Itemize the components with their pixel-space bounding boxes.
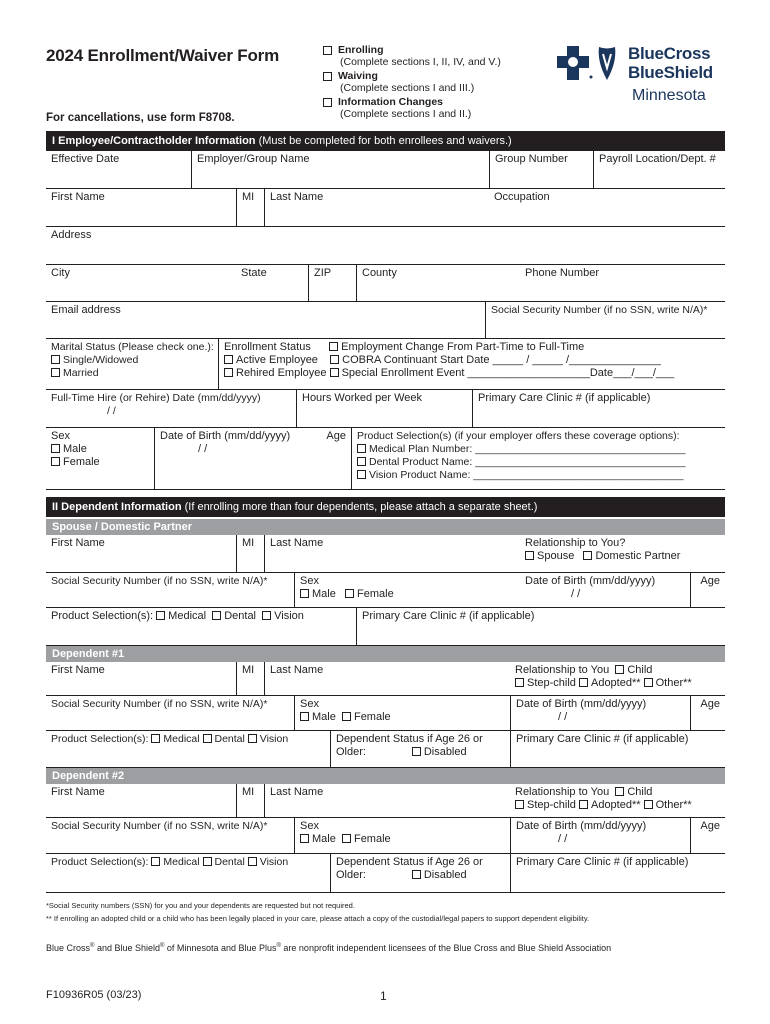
row-spouse-products xyxy=(46,608,725,646)
row-hire-date xyxy=(46,390,725,428)
dep1-dental-checkbox[interactable] xyxy=(203,734,212,743)
section-1-title: I Employee/Contractholder Information xyxy=(52,135,256,147)
dep2-dob-label: Date of Birth (mm/dd/yyyy) xyxy=(516,820,647,832)
email-label: Email address xyxy=(51,304,121,316)
dep1-child-checkbox[interactable] xyxy=(615,665,624,674)
dep2-product-group xyxy=(46,854,330,892)
dep2-first-name-label: First Name xyxy=(51,786,105,798)
group-number-label: Group Number xyxy=(495,153,568,165)
dep1-other-label: Other** xyxy=(655,677,692,689)
phone-field[interactable] xyxy=(520,265,725,301)
brand-state: Minnesota xyxy=(632,87,706,104)
dep2-medical-checkbox[interactable] xyxy=(151,857,160,866)
age-label: Age xyxy=(326,430,346,442)
section-2-note: (If enrolling more than four dependents, please attach a separate sheet.) xyxy=(181,501,538,513)
spouse-first-name-field[interactable] xyxy=(46,535,236,572)
dental-product-option[interactable] xyxy=(357,456,720,469)
dep2-child-label: Child xyxy=(627,786,653,798)
waiving-note: (Complete sections I and III.) xyxy=(340,82,475,94)
dep2-adopted-checkbox[interactable] xyxy=(579,800,588,809)
ssn-field[interactable] xyxy=(485,302,725,338)
brand-bluecross: BlueCross xyxy=(628,44,711,63)
spouse-relationship-group xyxy=(520,535,725,572)
section-1-note: (Must be completed for both enrollees and waivers.) xyxy=(255,135,512,147)
enroll-status-line xyxy=(224,341,720,354)
info-changes-label: Information Changes xyxy=(338,96,444,108)
spouse-product-label: Product Selection(s): xyxy=(51,610,154,622)
rehired-checkbox[interactable] xyxy=(224,368,233,377)
ssn-label: Social Security Number (if no SSN, write N/A)* xyxy=(491,304,708,316)
spouse-male-checkbox[interactable] xyxy=(300,589,309,598)
dep1-ssn-label: Social Security Number (if no SSN, write N/A)* xyxy=(51,698,268,710)
cobra-checkbox[interactable] xyxy=(330,355,339,364)
spouse-relationship-label: Relationship to You? xyxy=(525,537,626,549)
option-info-changes[interactable] xyxy=(323,96,501,120)
dependent-1-header: Dependent #1 xyxy=(46,646,725,662)
county-label: County xyxy=(362,267,397,279)
active-checkbox[interactable] xyxy=(224,355,233,364)
dep1-clinic-label: Primary Care Clinic # (if applicable) xyxy=(516,733,689,745)
dep1-relationship-line1 xyxy=(515,664,720,677)
vision-product-label: Vision Product Name: ____________________________________ xyxy=(369,469,684,481)
dob-field[interactable] xyxy=(154,428,316,489)
spouse-medical-checkbox[interactable] xyxy=(156,611,165,620)
spouse-vision-label: Vision xyxy=(274,610,304,622)
row-dep1-products xyxy=(46,731,725,768)
row-spouse-ssn xyxy=(46,573,725,608)
dep2-sex-group xyxy=(294,818,510,853)
dep1-product-group xyxy=(46,731,330,767)
hours-label: Hours Worked per Week xyxy=(302,392,423,404)
dep1-relationship-group xyxy=(510,662,725,695)
licensee-part-a: Blue Cross xyxy=(46,943,91,953)
dep1-medical-checkbox[interactable] xyxy=(151,734,160,743)
spouse-last-name-field[interactable] xyxy=(264,535,520,572)
brand-blueshield: BlueShield xyxy=(628,63,713,82)
dep2-adopted-label: Adopted** xyxy=(590,799,641,811)
vision-product-checkbox[interactable] xyxy=(357,470,366,479)
address-field[interactable] xyxy=(46,227,725,264)
page-number: 1 xyxy=(380,989,387,1003)
spouse-vision-checkbox[interactable] xyxy=(262,611,271,620)
spouse-female-label: Female xyxy=(357,588,394,600)
cross-shield-icon xyxy=(555,44,625,84)
dep1-vision-checkbox[interactable] xyxy=(248,734,257,743)
footnote-ssn: *Social Security numbers (SSN) for you and your dependents are requested but not required. xyxy=(46,901,355,910)
employer-label: Employer/Group Name xyxy=(197,153,310,165)
rel-spouse-label: Spouse xyxy=(537,550,575,562)
bcbs-logo xyxy=(555,42,730,112)
section-2-header xyxy=(46,497,725,517)
dep1-last-name-label: Last Name xyxy=(270,664,324,676)
spouse-dental-checkbox[interactable] xyxy=(212,611,221,620)
dep1-female-checkbox[interactable] xyxy=(342,712,351,721)
dep2-mi-field[interactable] xyxy=(236,784,264,817)
registered-mark-2: ® xyxy=(160,943,165,949)
dep2-ssn-label: Social Security Number (if no SSN, write N/A)* xyxy=(51,820,268,832)
enrolling-note: (Complete sections I, II, IV, and V.) xyxy=(340,56,501,68)
enroll-status-label: Enrollment Status xyxy=(224,341,311,353)
spouse-sex-group xyxy=(294,573,520,607)
licensee-part-b: and Blue Shield xyxy=(94,943,160,953)
female-checkbox[interactable] xyxy=(51,457,60,466)
dep2-female-label: Female xyxy=(353,833,391,845)
dep2-product-label: Product Selection(s): xyxy=(51,856,149,868)
marital-label: Marital Status (Please check one.): xyxy=(51,341,214,353)
spouse-mi-label: MI xyxy=(242,537,255,549)
dep2-dental-checkbox[interactable] xyxy=(203,857,212,866)
spouse-dental-label: Dental xyxy=(224,610,256,622)
dep2-sex-options xyxy=(300,833,505,846)
city-field[interactable] xyxy=(46,265,236,301)
dob-slashes: / / xyxy=(198,443,208,455)
spouse-header: Spouse / Domestic Partner xyxy=(46,519,725,535)
female-label: Female xyxy=(63,456,100,468)
sex-group xyxy=(46,428,154,489)
spouse-product-group xyxy=(46,608,356,645)
dental-product-label: Dental Product Name: ____________________________________ xyxy=(369,456,686,468)
dep1-older-label: Older: xyxy=(336,746,366,758)
dep1-adopted-checkbox[interactable] xyxy=(579,678,588,687)
product-sel-label: Product Selection(s) (if your employer offers these coverage options): xyxy=(357,430,680,442)
dep2-last-name-field[interactable] xyxy=(264,784,510,817)
spouse-dob-slashes: / / xyxy=(571,588,581,600)
spouse-mi-field[interactable] xyxy=(236,535,264,572)
dep1-stepchild-checkbox[interactable] xyxy=(515,678,524,687)
dep1-sex-options xyxy=(300,711,505,724)
section-2-title: II Dependent Information xyxy=(52,501,182,513)
row-sex-dob xyxy=(46,428,725,490)
dep2-dob-slashes: / / xyxy=(558,833,568,845)
dep1-age-field[interactable] xyxy=(690,696,725,730)
last-name-label: Last Name xyxy=(270,191,324,203)
dep1-medical-label: Medical xyxy=(163,733,200,745)
single-checkbox[interactable] xyxy=(51,355,60,364)
payroll-field[interactable] xyxy=(593,151,725,188)
dep1-other-checkbox[interactable] xyxy=(644,678,653,687)
mi-field[interactable] xyxy=(236,189,264,226)
dep2-dental-label: Dental xyxy=(214,856,245,868)
dep2-clinic-field[interactable] xyxy=(510,854,725,892)
spouse-female-checkbox[interactable] xyxy=(345,589,354,598)
dep1-disabled-checkbox[interactable] xyxy=(412,747,421,756)
dep2-status-line1: Dependent Status if Age 26 or xyxy=(336,856,483,868)
enrolling-label: Enrolling xyxy=(338,44,384,56)
option-waiving[interactable] xyxy=(323,70,501,94)
mi-label: MI xyxy=(242,191,255,203)
dep2-stepchild-checkbox[interactable] xyxy=(515,800,524,809)
section-1-header xyxy=(46,131,725,151)
hire-date-slashes: / / xyxy=(107,405,116,417)
spouse-age-label: Age xyxy=(700,575,720,587)
rehired-label: Rehired Employee xyxy=(236,367,327,379)
dep1-relationship-line2 xyxy=(515,677,720,690)
age-field[interactable] xyxy=(316,428,351,489)
rel-spouse-checkbox[interactable] xyxy=(525,551,534,560)
marital-single-option[interactable] xyxy=(51,354,213,367)
hire-date-label: Full-Time Hire (or Rehire) Date (mm/dd/yyyy) xyxy=(51,392,261,404)
dep1-status-group xyxy=(330,731,510,767)
zip-label: ZIP xyxy=(314,267,332,279)
dep2-male-checkbox[interactable] xyxy=(300,834,309,843)
spouse-ssn-label: Social Security Number (if no SSN, write N/A)* xyxy=(51,575,268,587)
row-dep2-name xyxy=(46,784,725,818)
dep2-stepchild-label: Step-child xyxy=(527,799,576,811)
spouse-age-field[interactable] xyxy=(690,573,725,607)
dep2-age-label: Age xyxy=(700,820,720,832)
registered-mark-1: ® xyxy=(90,943,95,949)
info-changes-checkbox[interactable] xyxy=(323,98,332,107)
registered-mark-3: ® xyxy=(276,943,281,949)
spouse-clinic-label: Primary Care Clinic # (if applicable) xyxy=(362,610,535,622)
dental-product-checkbox[interactable] xyxy=(357,457,366,466)
hours-field[interactable] xyxy=(296,390,472,427)
dep1-female-label: Female xyxy=(353,711,391,723)
rel-domestic-checkbox[interactable] xyxy=(583,551,592,560)
spouse-ssn-field[interactable] xyxy=(46,573,294,607)
cobra-label: COBRA Continuant Start Date _____ / _____ /_______________ xyxy=(342,354,661,366)
spouse-medical-label: Medical xyxy=(168,610,207,622)
rehired-line xyxy=(224,367,720,380)
active-line xyxy=(224,354,720,367)
dep1-stepchild-label: Step-child xyxy=(527,677,576,689)
dep2-relationship-line2 xyxy=(515,799,720,812)
licensee-part-d: are nonprofit independent licensees of the Blue Cross and Blue Shield Association xyxy=(280,943,612,953)
dep2-rel-label: Relationship to You xyxy=(515,786,610,798)
medical-plan-checkbox[interactable] xyxy=(357,444,366,453)
dep1-dob-label: Date of Birth (mm/dd/yyyy) xyxy=(516,698,647,710)
dep2-relationship-group xyxy=(510,784,725,817)
county-field[interactable] xyxy=(356,265,520,301)
dep1-first-name-label: First Name xyxy=(51,664,105,676)
option-enrolling[interactable] xyxy=(323,44,501,68)
dep2-sex-label: Sex xyxy=(300,820,319,832)
spouse-relationship-options xyxy=(525,550,720,563)
waiving-checkbox[interactable] xyxy=(323,72,332,81)
dep1-product-label: Product Selection(s): xyxy=(51,733,149,745)
dep2-disabled-checkbox[interactable] xyxy=(412,870,421,879)
spouse-clinic-field[interactable] xyxy=(356,608,725,645)
spouse-dob-label: Date of Birth (mm/dd/yyyy) xyxy=(525,575,656,587)
dep1-male-label: Male xyxy=(312,711,336,723)
dep1-ssn-field[interactable] xyxy=(46,696,294,730)
spouse-sex-options xyxy=(300,588,515,601)
row-spouse-name xyxy=(46,535,725,573)
medical-plan-label: Medical Plan Number: ____________________________________ xyxy=(369,443,686,455)
dep2-age-field[interactable] xyxy=(690,818,725,853)
primary-clinic-label: Primary Care Clinic # (if applicable) xyxy=(478,392,651,404)
dep1-age-label: Age xyxy=(700,698,720,710)
male-checkbox[interactable] xyxy=(51,444,60,453)
dep2-vision-label: Vision xyxy=(259,856,289,868)
zip-field[interactable] xyxy=(308,265,356,301)
footnote-adopted: ** If enrolling an adopted child or a child who has been legally placed in your care, please attach a copy of the custodial/legal papers to support dependent eligibility. xyxy=(46,914,590,923)
cancellation-note: For cancellations, use form F8708. xyxy=(46,112,235,124)
male-option[interactable] xyxy=(51,443,149,456)
emp-change-label: Employment Change From Part-Time to Full-Time xyxy=(341,341,585,353)
dep2-last-name-label: Last Name xyxy=(270,786,324,798)
dep1-dental-label: Dental xyxy=(214,733,245,745)
payroll-label: Payroll Location/Dept. # xyxy=(599,153,716,165)
single-label: Single/Widowed xyxy=(63,354,139,366)
dep2-female-checkbox[interactable] xyxy=(342,834,351,843)
dep1-status-line1: Dependent Status if Age 26 or xyxy=(336,733,483,745)
dep1-sex-group xyxy=(294,696,510,730)
dependent-2-header: Dependent #2 xyxy=(46,768,725,784)
dep2-male-label: Male xyxy=(312,833,336,845)
dep2-status-line2 xyxy=(336,869,505,882)
dep2-disabled-label: Disabled xyxy=(423,869,467,881)
licensee-part-c: of Minnesota and Blue Plus xyxy=(164,943,277,953)
dep2-other-checkbox[interactable] xyxy=(644,800,653,809)
dep1-male-checkbox[interactable] xyxy=(300,712,309,721)
effective-date-label: Effective Date xyxy=(51,153,120,165)
dep1-last-name-field[interactable] xyxy=(264,662,510,695)
married-label: Married xyxy=(63,367,99,379)
special-checkbox[interactable] xyxy=(330,368,339,377)
licensee-statement xyxy=(46,943,611,953)
effective-date-field[interactable] xyxy=(46,151,191,188)
dep1-child-label: Child xyxy=(627,664,653,676)
state-field[interactable] xyxy=(236,265,308,301)
dep2-older-label: Older: xyxy=(336,869,366,881)
email-field[interactable] xyxy=(46,302,485,338)
primary-clinic-field[interactable] xyxy=(472,390,725,427)
vision-product-option[interactable] xyxy=(357,469,720,482)
dep2-first-name-field[interactable] xyxy=(46,784,236,817)
special-label: Special Enrollment Event ____________________Date___/___/___ xyxy=(341,367,675,379)
active-label: Active Employee xyxy=(236,354,318,366)
dep2-clinic-label: Primary Care Clinic # (if applicable) xyxy=(516,856,689,868)
first-name-field[interactable] xyxy=(46,189,236,226)
dep2-vision-checkbox[interactable] xyxy=(248,857,257,866)
enrollment-status-group xyxy=(218,339,725,389)
waiving-label: Waiving xyxy=(338,70,378,82)
dep1-rel-label: Relationship to You xyxy=(515,664,610,676)
dep2-other-label: Other** xyxy=(655,799,692,811)
sex-label: Sex xyxy=(51,430,70,442)
dep1-mi-field[interactable] xyxy=(236,662,264,695)
state-label: State xyxy=(241,267,267,279)
employer-field[interactable] xyxy=(191,151,489,188)
address-label: Address xyxy=(51,229,92,241)
dep1-mi-label: MI xyxy=(242,664,255,676)
spouse-dob-field[interactable] xyxy=(520,573,690,607)
product-selection-group xyxy=(351,428,725,489)
phone-label: Phone Number xyxy=(525,267,599,279)
dep1-first-name-field[interactable] xyxy=(46,662,236,695)
first-name-label: First Name xyxy=(51,191,105,203)
dep1-clinic-field[interactable] xyxy=(510,731,725,767)
row-email xyxy=(46,302,725,339)
dep1-disabled-label: Disabled xyxy=(423,746,467,758)
spouse-first-name-label: First Name xyxy=(51,537,105,549)
row-effective-date xyxy=(46,151,725,189)
dep2-medical-label: Medical xyxy=(163,856,200,868)
female-option[interactable] xyxy=(51,456,149,469)
emp-change-checkbox[interactable] xyxy=(329,342,338,351)
row-dep1-name xyxy=(46,662,725,696)
enrolling-checkbox[interactable] xyxy=(323,46,332,55)
dep2-status-group xyxy=(330,854,510,892)
married-checkbox[interactable] xyxy=(51,368,60,377)
dep1-dob-field[interactable] xyxy=(510,696,690,730)
city-label: City xyxy=(51,267,70,279)
footnotes xyxy=(46,899,589,925)
row-address xyxy=(46,227,725,265)
last-name-field[interactable] xyxy=(264,189,489,226)
medical-plan-option[interactable] xyxy=(357,443,720,456)
dep1-adopted-label: Adopted** xyxy=(590,677,641,689)
row-employee-name xyxy=(46,189,725,227)
occupation-field[interactable] xyxy=(489,189,725,226)
dep2-dob-field[interactable] xyxy=(510,818,690,853)
form-type-options xyxy=(323,44,501,120)
dep2-ssn-field[interactable] xyxy=(46,818,294,853)
form-title: 2024 Enrollment/Waiver Form xyxy=(46,46,279,65)
dep2-child-checkbox[interactable] xyxy=(615,787,624,796)
form-number: F10936R05 (03/23) xyxy=(46,989,142,1001)
marital-status-group xyxy=(46,339,218,389)
male-label: Male xyxy=(63,443,87,455)
spouse-male-label: Male xyxy=(312,588,336,600)
occupation-label: Occupation xyxy=(494,191,550,203)
spouse-sex-label: Sex xyxy=(300,575,319,587)
row-dep2-products xyxy=(46,854,725,893)
hire-date-field[interactable] xyxy=(46,390,296,427)
group-number-field[interactable] xyxy=(489,151,593,188)
dep1-dob-slashes: / / xyxy=(558,711,568,723)
row-city xyxy=(46,265,725,302)
dep1-vision-label: Vision xyxy=(259,733,289,745)
rel-domestic-label: Domestic Partner xyxy=(595,550,681,562)
row-dep2-ssn xyxy=(46,818,725,854)
row-marital-status xyxy=(46,339,725,390)
dep1-status-line2 xyxy=(336,746,505,759)
spouse-last-name-label: Last Name xyxy=(270,537,324,549)
dep2-mi-label: MI xyxy=(242,786,255,798)
dep2-relationship-line1 xyxy=(515,786,720,799)
row-dep1-ssn xyxy=(46,696,725,731)
dep1-sex-label: Sex xyxy=(300,698,319,710)
marital-married-option[interactable] xyxy=(51,367,213,380)
dob-label: Date of Birth (mm/dd/yyyy) xyxy=(160,430,291,442)
info-changes-note: (Complete sections I and II.) xyxy=(340,108,472,120)
